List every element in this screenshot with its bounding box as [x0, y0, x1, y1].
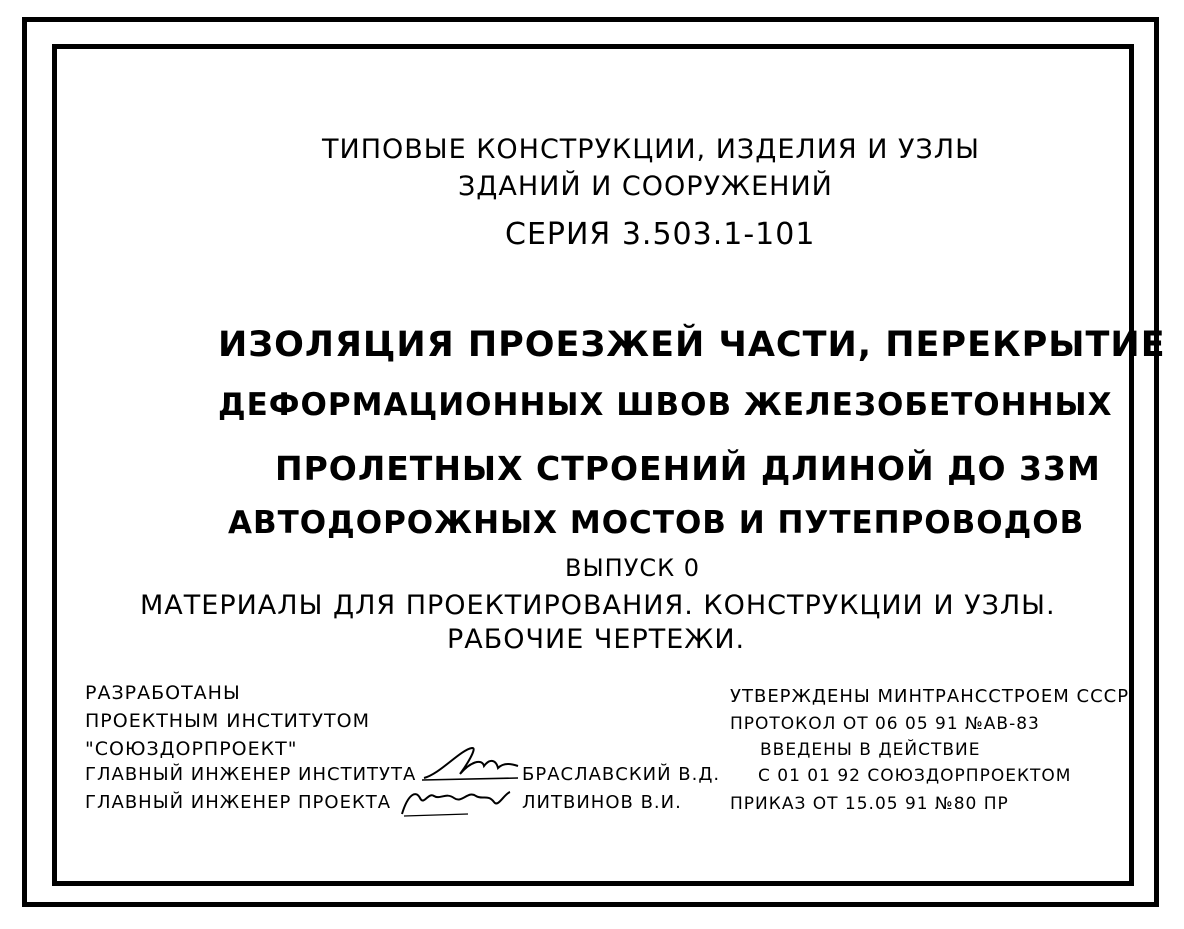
title-line-4: АВТОДОРОЖНЫХ МОСТОВ И ПУТЕПРОВОДОВ: [228, 505, 1085, 541]
developed-label: РАЗРАБОТАНЫ: [85, 682, 241, 704]
chief-engineer-institute-name: БРАСЛАВСКИЙ В.Д.: [522, 764, 721, 785]
series-number: СЕРИЯ 3.503.1-101: [505, 217, 816, 252]
title-line-2: ДЕФОРМАЦИОННЫХ ШВОВ ЖЕЛЕЗОБЕТОННЫХ: [218, 387, 1113, 423]
chief-engineer-project-name: ЛИТВИНОВ В.И.: [522, 792, 682, 813]
chief-engineer-institute-label: ГЛАВНЫЙ ИНЖЕНЕР ИНСТИТУТА: [85, 764, 417, 785]
approval-protocol: ПРОТОКОЛ ОТ 06 05 91 №АВ-83: [730, 714, 1040, 734]
enacted-date: С 01 01 92 СОЮЗДОРПРОЕКТОМ: [758, 766, 1072, 786]
title-line-1: ИЗОЛЯЦИЯ ПРОЕЗЖЕЙ ЧАСТИ, ПЕРЕКРЫТИЕ: [218, 325, 1166, 365]
developed-institute-line: ПРОЕКТНЫМ ИНСТИТУТОМ: [85, 710, 371, 732]
enacted-label: ВВЕДЕНЫ В ДЕЙСТВИЕ: [760, 740, 981, 760]
developed-institute-name: "СОЮЗДОРПРОЕКТ": [85, 738, 298, 760]
title-line-3: ПРОЛЕТНЫХ СТРОЕНИЙ ДЛИНОЙ ДО 33М: [275, 449, 1101, 488]
order-number: ПРИКАЗ ОТ 15.05 91 №80 ПР: [730, 794, 1009, 814]
header-line-2: ЗДАНИЙ И СООРУЖЕНИЙ: [458, 171, 833, 202]
signature-litvinov: [398, 784, 513, 820]
header-line-1: ТИПОВЫЕ КОНСТРУКЦИИ, ИЗДЕЛИЯ И УЗЛЫ: [322, 134, 980, 165]
approved-by: УТВЕРЖДЕНЫ МИНТРАНССТРОЕМ СССР: [730, 686, 1130, 707]
chief-engineer-project-label: ГЛАВНЫЙ ИНЖЕНЕР ПРОЕКТА: [85, 792, 392, 813]
subtitle-line-1: МАТЕРИАЛЫ ДЛЯ ПРОЕКТИРОВАНИЯ. КОНСТРУКЦИИ И УЗЛЫ.: [140, 590, 1056, 621]
issue-number: ВЫПУСК 0: [565, 554, 701, 582]
signature-braslavsky: [420, 744, 520, 784]
subtitle-line-2: РАБОЧИЕ ЧЕРТЕЖИ.: [447, 624, 746, 655]
